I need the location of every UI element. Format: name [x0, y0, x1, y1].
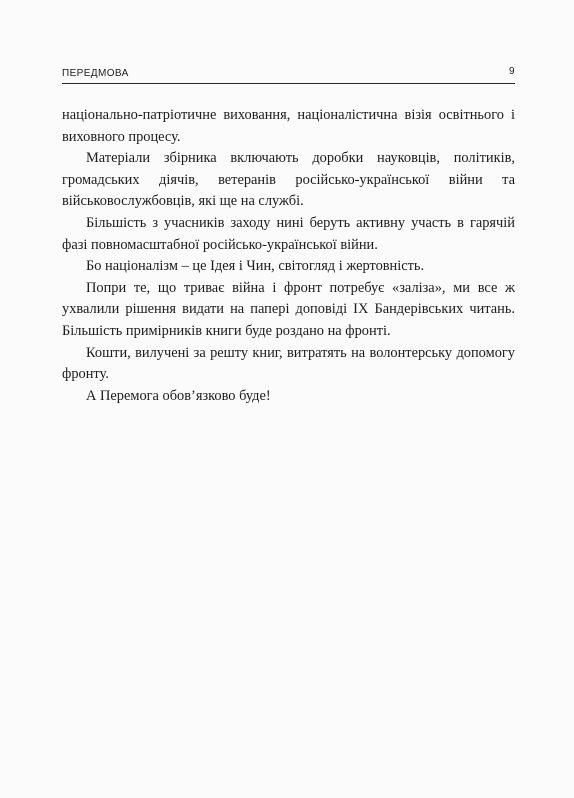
paragraph: А Перемога обов’язково буде!	[86, 387, 271, 404]
paragraph: Попри те, що триває війна і фронт потребує «заліза», ми все ж ухвалили рішення видати на папері доповіді IX Бандерівських читань. Більшість примірників книги буде роздано на фронті.	[62, 279, 515, 339]
running-header	[62, 66, 515, 80]
paragraph: Більшість з учасників заходу нині беруть активну участь в гарячій фазі повномасштабної російсько-української війни.	[62, 214, 515, 253]
body-text	[62, 105, 515, 407]
header-rule	[62, 83, 515, 84]
paragraph: Бо націоналізм – це Ідея і Чин, світогляд і жертовність.	[86, 258, 425, 275]
paragraph: Матеріали збірника включають доробки науковців, політиків, громадських діячів, ветеранів російсько-української війни та військовослужбовців, які ще на службі.	[62, 150, 515, 210]
paragraph: Кошти, вилучені за решту книг, витратять на волонтерську допомогу фронту.	[62, 344, 515, 383]
page-number: 9	[509, 66, 515, 77]
paragraph-continuation: національно-патріотичне виховання, націоналістична візія освітнього і виховного процесу.	[62, 107, 515, 145]
section-title: ПЕРЕДМОВА	[62, 68, 129, 79]
